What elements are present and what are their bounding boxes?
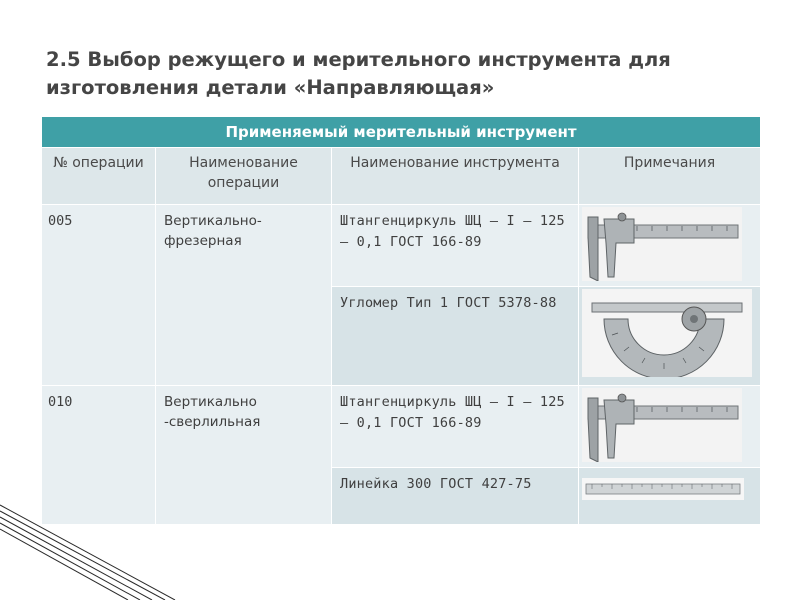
op-number-010: 010 — [42, 386, 156, 525]
tool-image-cell — [579, 386, 761, 468]
caliper-icon — [582, 388, 742, 462]
measuring-tools-table — [41, 116, 761, 525]
protractor-icon — [582, 289, 752, 377]
ruler-icon — [582, 478, 744, 500]
table-header-band: Применяемый мерительный инструмент — [42, 117, 761, 148]
op-name-010: Вертикально -сверлильная — [156, 386, 332, 525]
tool-name: Линейка 300 ГОСТ 427-75 — [332, 468, 579, 525]
tool-name: Штангенциркуль ШЦ – I – 125 – 0,1 ГОСТ 166-89 — [332, 386, 579, 468]
op-name-005: Вертикально-фрезерная — [156, 205, 332, 386]
title-number: 2.5 — [46, 48, 81, 71]
title-text: Выбор режущего и мерительного инструмента для изготовления детали «Направляющая» — [46, 48, 671, 99]
tool-image-cell — [579, 468, 761, 525]
tool-name: Угломер Тип 1 ГОСТ 5378-88 — [332, 287, 579, 386]
column-header-notes: Примечания — [579, 148, 761, 205]
column-header-op-number: № операции — [42, 148, 156, 205]
tool-image-cell — [579, 287, 761, 386]
caliper-icon — [582, 207, 742, 281]
column-header-op-name: Наименование операции — [156, 148, 332, 205]
tool-name: Штангенциркуль ШЦ – I – 125 – 0,1 ГОСТ 166-89 — [332, 205, 579, 287]
slide-title — [46, 46, 766, 102]
column-header-tool-name: Наименование инструмента — [332, 148, 579, 205]
tool-image-cell — [579, 205, 761, 287]
op-number-005: 005 — [42, 205, 156, 386]
decorative-corner-lines — [0, 495, 180, 600]
